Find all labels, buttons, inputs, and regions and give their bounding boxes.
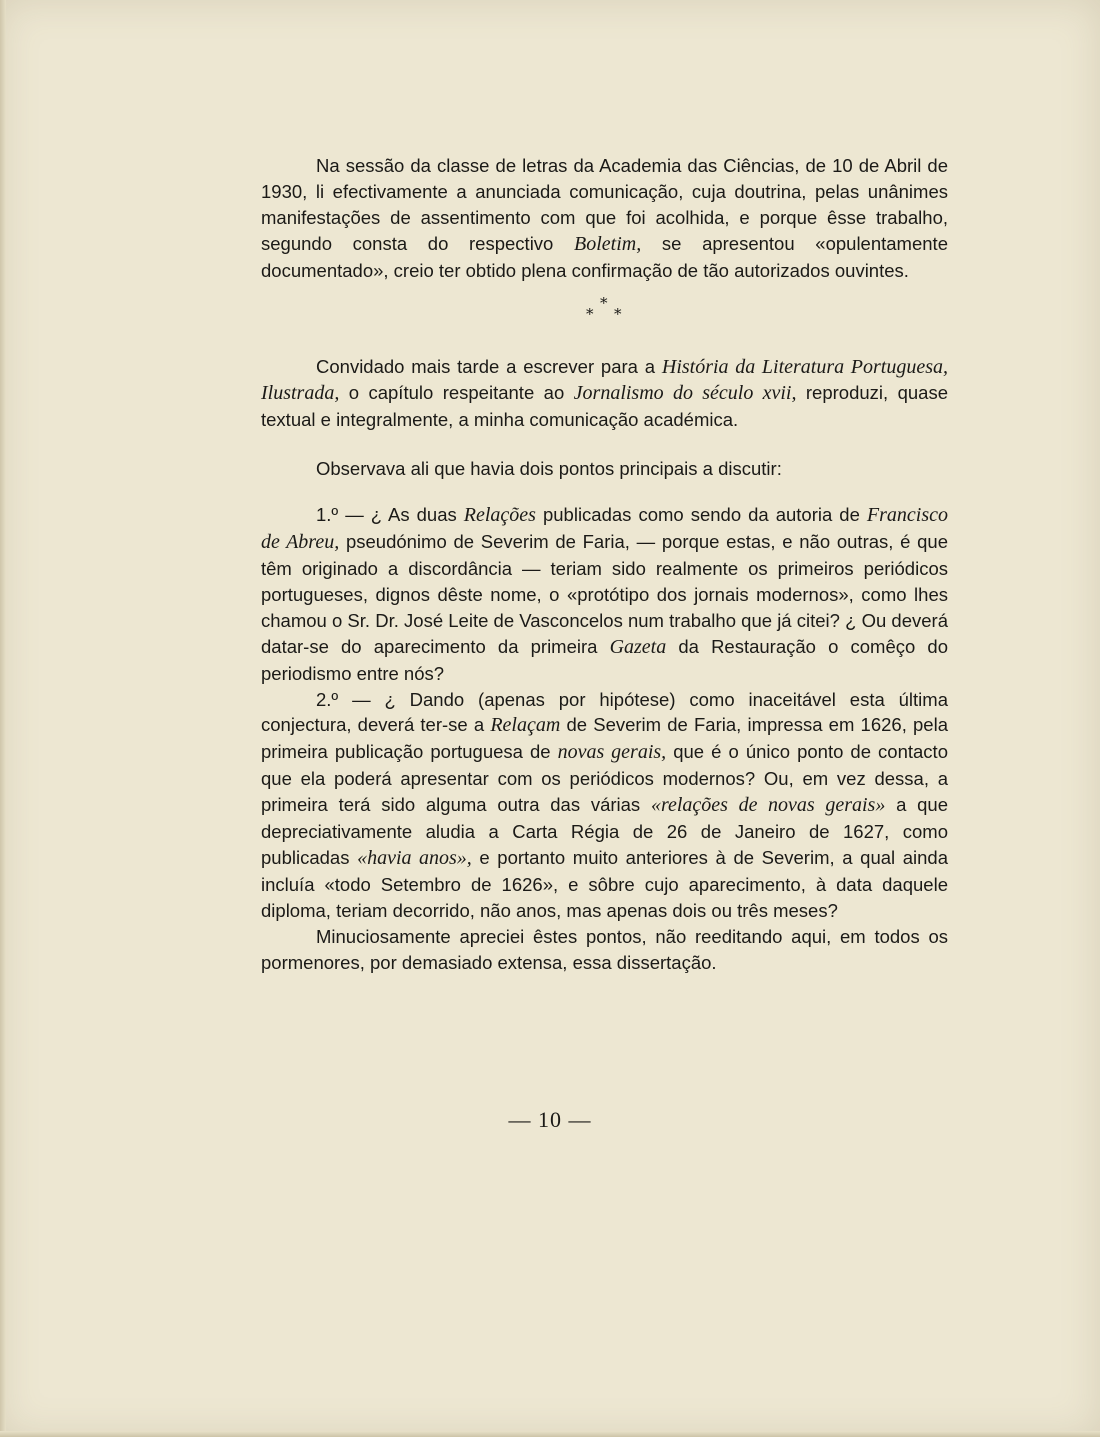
paragraph-2-text: Convidado mais tarde a escrever para a xyxy=(316,355,662,377)
paragraph-4-start: 1.º — ¿ As duas xyxy=(316,504,464,526)
italic-jornalismo: Jornalismo do século xvii, xyxy=(573,382,797,405)
asterism-star-left: * xyxy=(586,304,594,323)
paragraph-5-c: a que depreciativamente aludia a Carta Régia de 26 de Janeiro de 1627, como publicadas xyxy=(261,794,948,868)
paragraph-2 xyxy=(261,354,948,434)
paragraph-5-b: que é o único ponto de contacto que ela poderá apresentar com os periódicos modernos? Ou, em vez dessa, a primeira terá sido alguma outra das várias xyxy=(261,741,948,816)
asterism-divider xyxy=(261,293,948,336)
italic-novas-gerais: novas gerais, xyxy=(557,741,667,764)
paragraph-4-end: da Restauração o comêço do periodismo entre nós? xyxy=(261,635,948,684)
paragraph-5-start: 2.º — ¿ Dando (apenas por hipótese) como inaceitável esta última conjectura, deverá ter-se a xyxy=(261,688,948,736)
italic-historia: História da Literatura Portuguesa, Ilustrada, xyxy=(261,355,949,405)
page-edge-left xyxy=(0,0,6,1437)
paragraph-5 xyxy=(261,687,948,924)
italic-relacoes: Relações xyxy=(463,504,536,527)
paragraph-5-a: de Severim de Faria, impressa em 1626, pela primeira publicação portuguesa de xyxy=(261,714,948,763)
paragraph-6: Minuciosamente apreciei êstes pontos, não reeditando aqui, em todos os pormenores, por demasiado extensa, essa dissertação. xyxy=(261,925,948,973)
paragraph-1-text: Na sessão da classe de letras da Academia das Ciências, de 10 de Abril de 1930, li efectivamente a anunciada comunicação, cuja doutrina, pelas unânimes manifestações de assentimento com que foi acolhida, e porque êsse trabalho, segundo consta do respectivo xyxy=(261,155,948,254)
paragraph-2-end: reproduzi, quase textual e integralmente, a minha comunicação académica. xyxy=(261,382,948,431)
paragraph-4-b: pseudónimo de Severim de Faria, — porque estas, e não outras, é que têm originado a discordância — teriam sido realmente os primeiros periódicos portugueses, dignos dêste nome, o «protótipo dos jornais modernos», como lhes chamou o Sr. Dr. José Leite de Vasconcelos num trabalho que já citei? ¿ Ou deverá datar-se do aparecimento da primeira xyxy=(261,531,948,657)
italic-francisco: Francisco de Abreu, xyxy=(261,504,948,554)
paragraph-1 xyxy=(261,153,948,284)
paragraph-1-end: se apresentou «opulentamente documentado», creio ter obtido plena confirmação de tão autorizados ouvintes. xyxy=(261,232,948,281)
paragraph-4 xyxy=(261,502,948,686)
page-edge-bottom xyxy=(0,1431,1100,1437)
asterism-star-right: * xyxy=(614,304,622,323)
paragraph-5-end: e portanto muito anteriores à de Severim, a qual ainda incluía «todo Setembro de 1626», e sôbre cujo aparecimento, à data daquele diploma, teriam decorrido, não anos, mas apenas dois ou três meses? xyxy=(261,846,949,921)
italic-relacam: Relaçam xyxy=(490,714,561,737)
paragraph-3: Observava ali que havia dois pontos principais a discutir: xyxy=(316,458,782,480)
italic-relacoes-de-novas-gerais: «relações de novas gerais» xyxy=(650,794,886,817)
page-number: — 10 — xyxy=(508,1107,592,1132)
asterism-star-top: * xyxy=(600,293,608,312)
paragraph-2-mid: o capítulo respeitante ao xyxy=(339,382,574,404)
italic-havia-anos: «havia anos», xyxy=(357,846,472,869)
paragraph-4-a: publicadas como sendo da autoria de xyxy=(535,504,867,526)
italic-gazeta: Gazeta xyxy=(609,635,667,658)
italic-boletim: Boletim, xyxy=(574,232,642,255)
body-text xyxy=(261,153,948,975)
